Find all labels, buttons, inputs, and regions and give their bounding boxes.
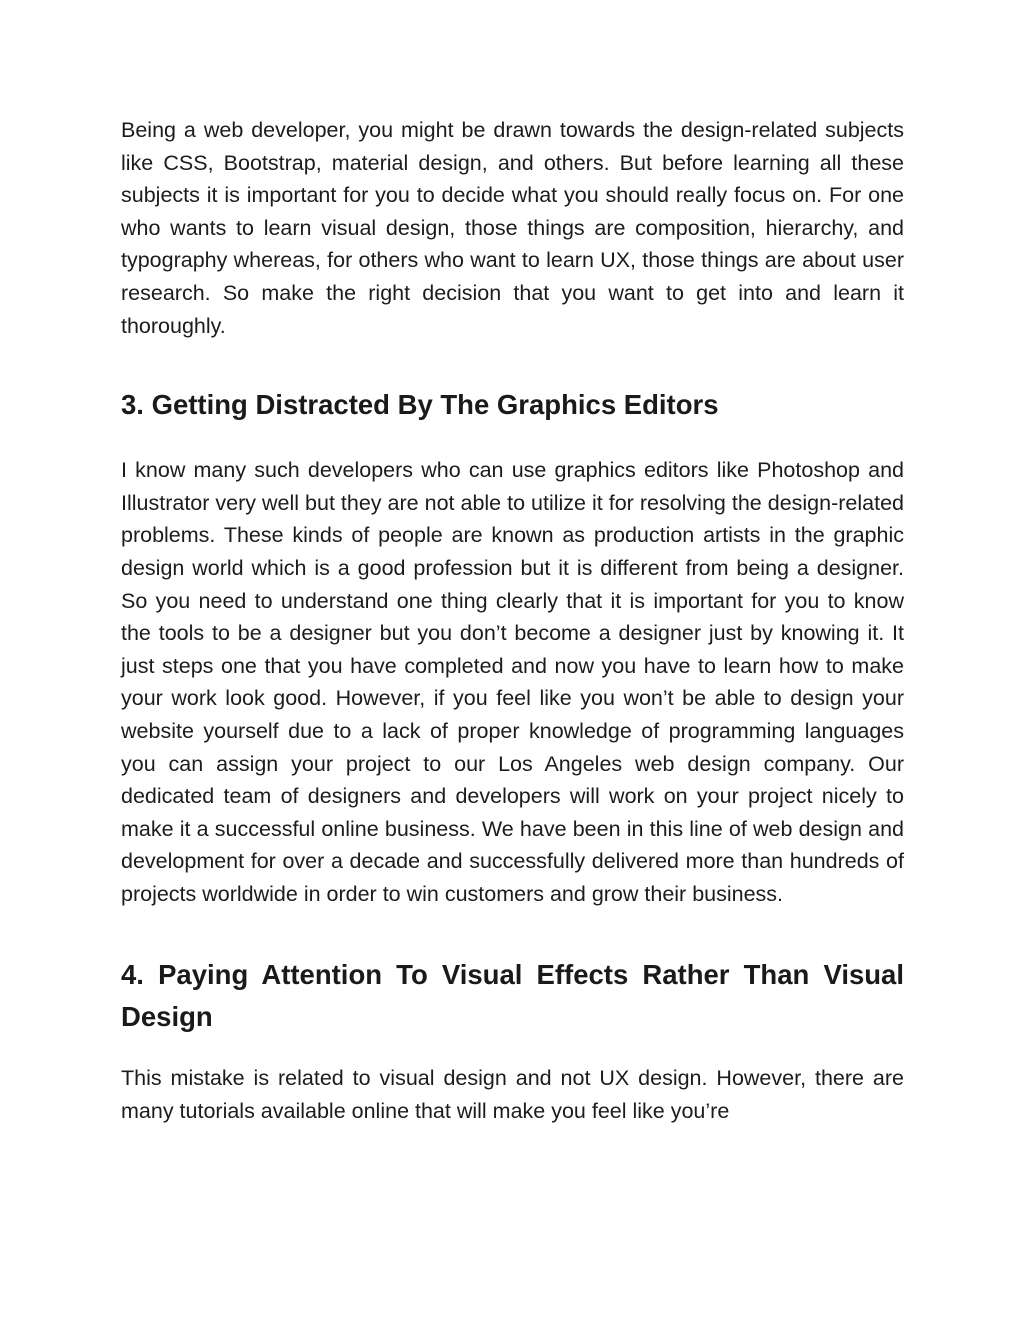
document-page bbox=[121, 114, 904, 1128]
section-heading-3: 3. Getting Distracted By The Graphics Editors bbox=[121, 389, 719, 421]
paragraph-intro: Being a web developer, you might be drawn towards the design-related subjects like CSS, Bootstrap, material design, and others. But before learning all these subjects it is important for you to decide what you should really focus on. For one who wants to learn visual design, those things are composition, hierarchy, and typography whereas, for others who want to learn UX, those things are about user research. So make the right decision that you want to get into and learn it thoroughly. bbox=[121, 118, 904, 338]
paragraph-graphics-editors: I know many such developers who can use graphics editors like Photoshop and Illustrator very well but they are not able to utilize it for resolving the design-related problems. These kinds of people are known as production artists in the graphic design world which is a good profession but it is different from being a designer. So you need to understand one thing clearly that it is important for you to know the tools to be a designer but you don’t become a designer just by knowing it. It just steps one that you have completed and now you have to learn how to make your work look good. However, if you feel like you won’t be able to design your website yourself due to a lack of proper knowledge of programming languages you can assign your project to our Los Angeles web design company. Our dedicated team of designers and developers will work on your project nicely to make it a successful online business. We have been in this line of web design and development for over a decade and successfully delivered more than hundreds of projects worldwide in order to win customers and grow their business. bbox=[121, 458, 904, 906]
paragraph-visual-effects: This mistake is related to visual design and not UX design. However, there are many tutorials available online that will make you feel like you’re bbox=[121, 1066, 904, 1124]
section-heading-4: 4. Paying Attention To Visual Effects Rather Than Visual Design bbox=[121, 959, 904, 1033]
